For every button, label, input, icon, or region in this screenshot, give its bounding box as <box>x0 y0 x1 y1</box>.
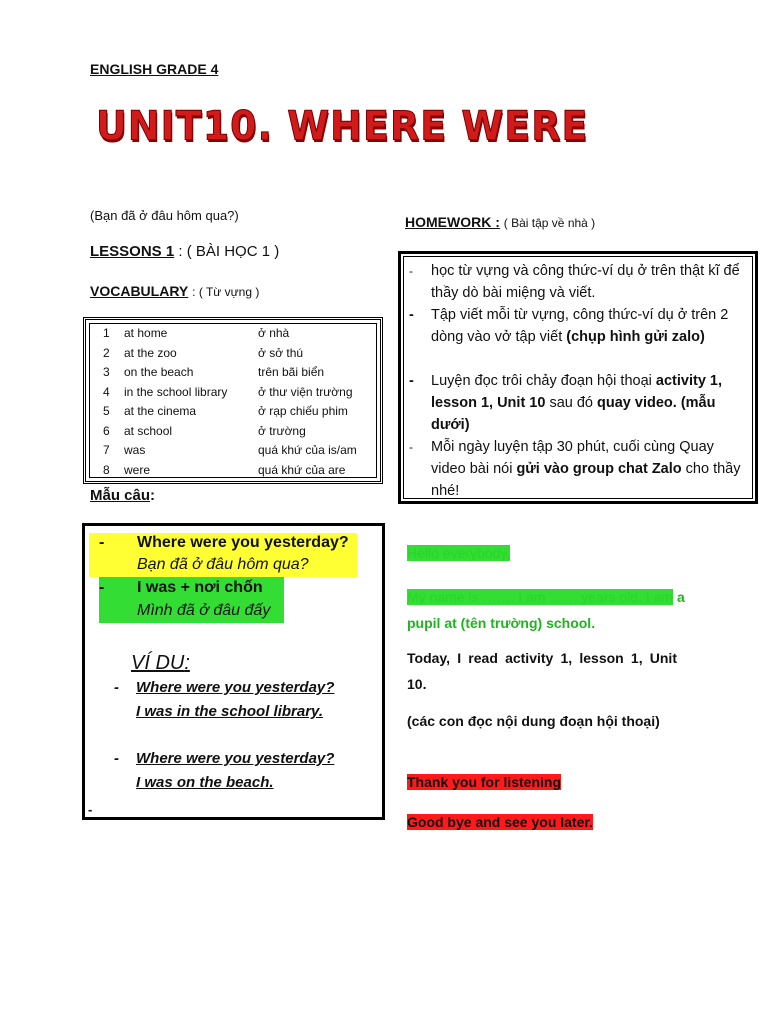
homework-bold-text: activity 1, lesson 1, Unit 10 <box>431 373 722 411</box>
example2-question: Where were you yesterday? <box>136 750 335 767</box>
vocab-vietnamese: ở thư viện trường <box>258 384 353 399</box>
vocab-vietnamese: ở sở thú <box>258 345 304 360</box>
vocabulary-heading <box>90 283 259 299</box>
homework-text: Luyện đọc trôi chảy đoạn hội thoại <box>431 373 656 389</box>
homework-text: sau đó <box>545 395 598 411</box>
vocab-row <box>86 424 380 443</box>
vocab-number: 5 <box>103 404 110 418</box>
homework-subtitle: ( Bài tập về nhà ) <box>503 216 596 230</box>
vocab-english: at the cinema <box>124 404 197 418</box>
vocab-number: 2 <box>103 345 110 360</box>
vocab-number: 3 <box>103 365 110 379</box>
sentence-pattern-colon: : <box>150 487 156 504</box>
vocab-english: at home <box>124 326 168 340</box>
example-colon: : <box>184 652 190 674</box>
question-vietnamese: Bạn đã ở đâu hôm qua? <box>137 556 309 573</box>
script-today: Today, I read activity 1, lesson 1, Unit 10. <box>407 650 677 692</box>
vocabulary-table <box>83 317 383 484</box>
script-intro <box>407 584 707 636</box>
vocab-number: 6 <box>103 423 110 438</box>
sentence-pattern-label: Mẫu câu <box>90 487 151 504</box>
script-note: (các con đọc nội dung đoạn hội thoại) <box>407 713 660 729</box>
homework-bold-text: (chụp hình gửi zalo) <box>566 329 705 345</box>
vocab-number: 8 <box>103 462 110 477</box>
grade-heading: ENGLISH GRADE 4 <box>90 61 219 77</box>
answer-pattern: I was + nơi chốn <box>137 579 263 596</box>
homework-bold-text: gửi vào group chat Zalo <box>516 461 682 477</box>
vocab-row <box>86 326 380 345</box>
vocab-row <box>86 443 380 462</box>
script-hello-text: Hello everybody, <box>407 545 511 561</box>
vocab-vietnamese: trên bãi biển <box>258 365 325 379</box>
script-thanks <box>407 774 561 790</box>
homework-dash: - <box>409 264 413 278</box>
trailing-dash: - <box>88 802 93 817</box>
vocab-vietnamese: ở trường <box>258 423 306 438</box>
question-translation: (Bạn đã ở đâu hôm qua?) <box>90 208 239 223</box>
example1-answer: I was in the school library. <box>136 703 323 720</box>
vocab-english: was <box>124 443 146 457</box>
vocab-english: in the school library <box>124 384 228 399</box>
example2-dash: - <box>114 750 119 767</box>
vocab-english: at school <box>124 423 173 438</box>
script-bye <box>407 814 593 830</box>
homework-item <box>409 260 741 304</box>
lesson-subtitle: : ( BÀI HỌC 1 ) <box>178 243 280 260</box>
vocab-english: at the zoo <box>124 345 177 360</box>
vocab-number: 7 <box>103 443 110 457</box>
answer-vietnamese: Mình đã ở đâu đấy <box>137 602 271 619</box>
homework-text: Mỗi ngày luyện tập 30 phút, cuối cùng Quay video bài nói <box>431 439 714 477</box>
lesson-label: LESSONS 1 <box>90 243 175 260</box>
vocab-row <box>86 365 380 384</box>
question-dash: - <box>99 534 105 551</box>
vocab-vietnamese: quá khứ của is/am <box>258 443 357 457</box>
script-bye-text: Good bye and see you later. <box>407 814 593 830</box>
homework-dash: - <box>409 373 414 389</box>
script-pupil-line: a pupil at (tên trường) school. <box>407 589 685 631</box>
script-thanks-text: Thank you for listening <box>407 774 562 790</box>
homework-heading <box>405 214 595 230</box>
vocab-vietnamese: ở rạp chiếu phim <box>258 404 348 418</box>
homework-text: Tập viết mỗi từ vựng, công thức-ví dụ ở trên 2 dòng vào vở tập viết <box>431 307 729 345</box>
vocab-english: were <box>124 462 151 477</box>
question-english: Where were you yesterday? <box>137 534 349 551</box>
homework-item <box>409 370 741 436</box>
homework-item <box>409 436 741 502</box>
answer-dash: - <box>99 579 105 596</box>
homework-dash: - <box>409 440 413 454</box>
vocab-label: VOCABULARY <box>90 283 189 299</box>
vocab-row <box>86 404 380 423</box>
example2-answer: I was on the beach. <box>136 774 274 791</box>
homework-item <box>409 304 741 348</box>
vocab-english: on the beach <box>124 365 194 379</box>
example-label: VÍ DU <box>131 652 185 674</box>
vocab-row <box>86 346 380 365</box>
vocab-subtitle: : ( Từ vựng ) <box>192 285 260 299</box>
sentence-pattern-heading <box>90 487 155 504</box>
homework-text: học từ vựng và công thức-ví dụ ở trên thật kĩ để thầy dò bài miệng và viết. <box>431 263 740 301</box>
example1-dash: - <box>114 679 119 696</box>
script-hello <box>407 545 510 561</box>
vocab-vietnamese: ở nhà <box>258 326 290 340</box>
vocab-row <box>86 463 380 482</box>
vocab-number: 1 <box>103 326 110 340</box>
vocab-vietnamese: quá khứ của are <box>258 462 346 477</box>
vocab-row <box>86 385 380 404</box>
script-name-line: My name is ……. I am …… years old. I am <box>407 589 674 605</box>
homework-bold-text: quay video. (mẫu dưới) <box>431 395 716 433</box>
example-heading <box>131 652 190 675</box>
unit-title: UNIT10. WHERE WERE <box>96 102 589 150</box>
vocab-number: 4 <box>103 384 110 399</box>
homework-box <box>398 251 758 504</box>
example1-question: Where were you yesterday? <box>136 679 335 696</box>
homework-label: HOMEWORK : <box>405 214 500 230</box>
homework-dash: - <box>409 307 414 323</box>
homework-text: cho thầy nhé! <box>431 461 741 499</box>
lesson-heading <box>90 243 279 260</box>
